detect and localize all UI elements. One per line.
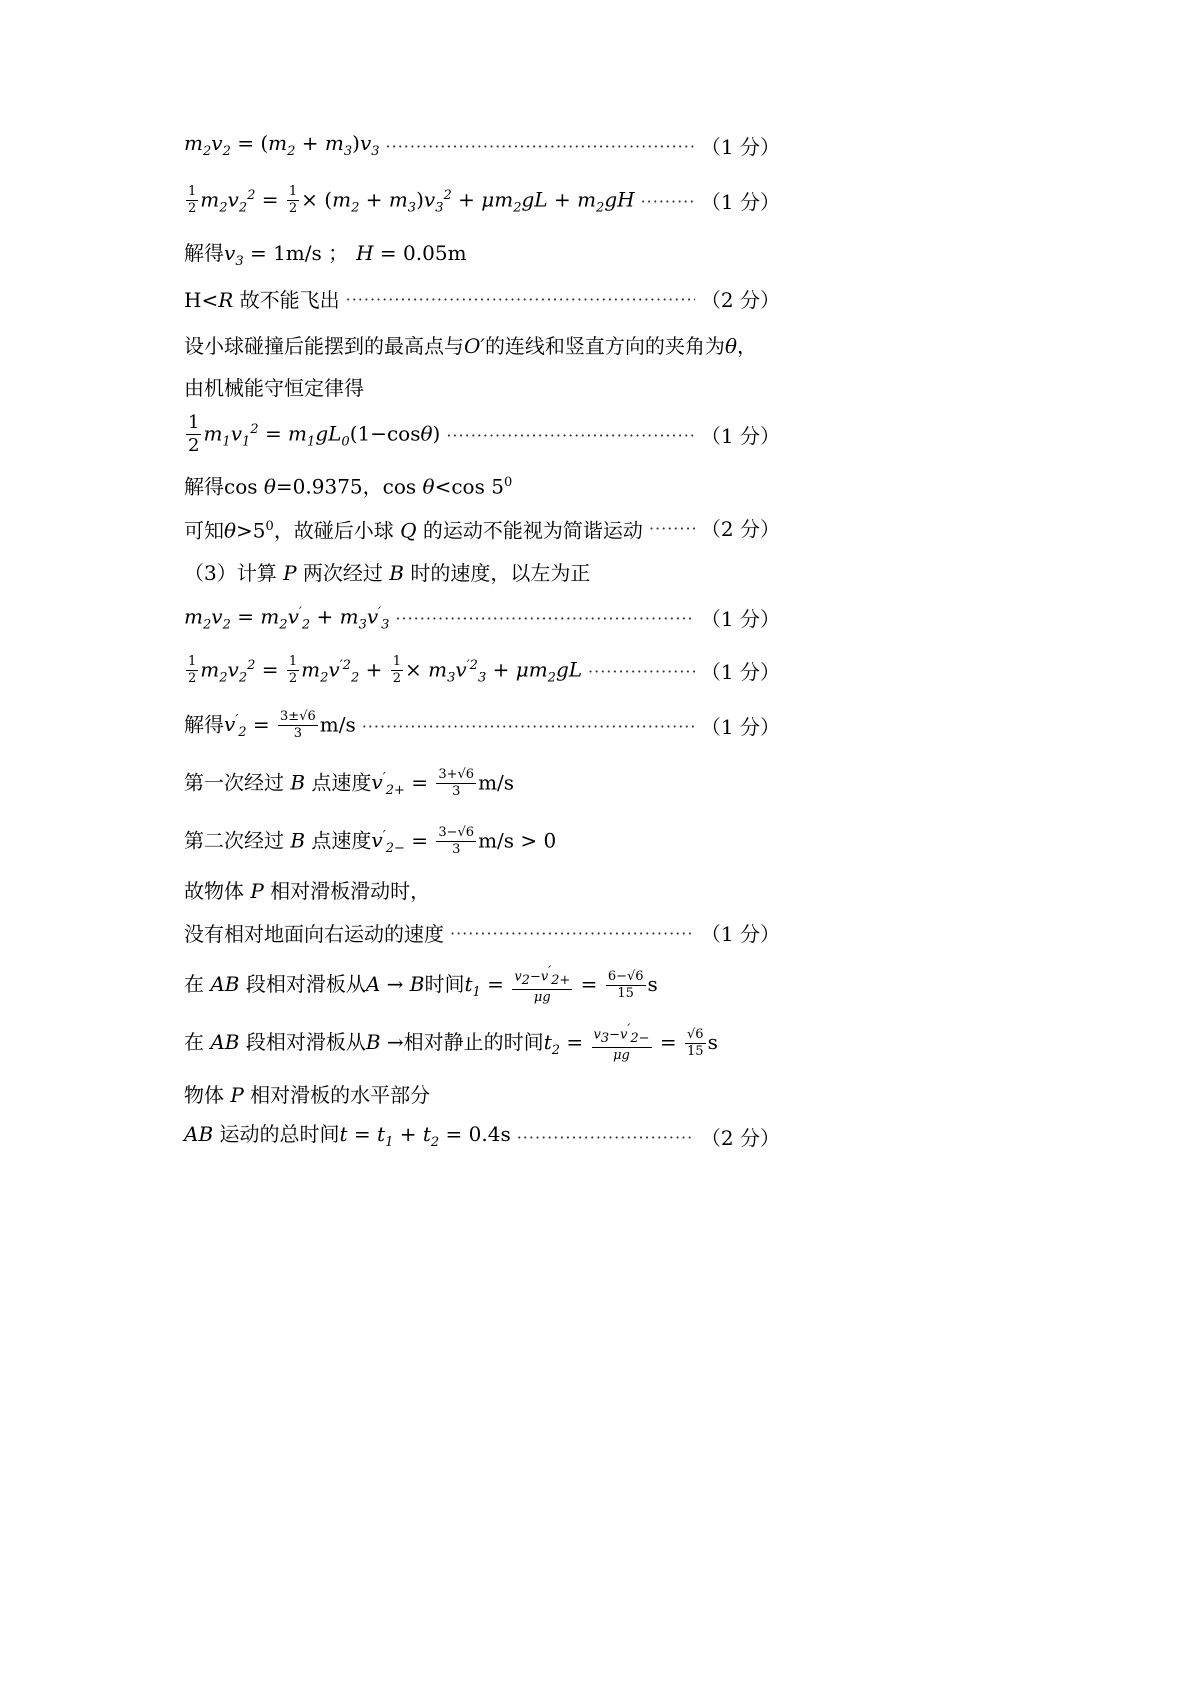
- text-energy-conservation: [184, 368, 364, 408]
- equation-momentum-2: [184, 599, 780, 639]
- leader-dots: [362, 707, 695, 747]
- score-label: （1 分）: [700, 135, 780, 159]
- leader-dots: [649, 509, 695, 549]
- equation-text: $m_2v_2 = m_2v'_2 + m_3v'_3$: [184, 604, 390, 633]
- equation-text: 第二次经过 B 点速度$v'_{2-}$ = $\frac{3-√6}{3}$ m/s > 0: [184, 825, 557, 858]
- leader-dots: [346, 280, 695, 320]
- score-label: （1 分）: [700, 190, 780, 214]
- text-horizontal-part: [184, 1075, 430, 1115]
- equation-text: AB 运动的总时间$t = t_1 + t_2 = 0.4s$: [184, 1121, 511, 1150]
- leader-dots: [446, 416, 695, 456]
- equation-energy-1: [184, 182, 780, 222]
- equation-text: 设小球碰撞后能摆到的最高点与O′的连线和竖直方向的夹角为θ，: [184, 334, 757, 358]
- equation-text: 第一次经过 B 点速度$v'_{2+}$ = $\frac{3+√6}{3}$ m/s: [184, 767, 515, 800]
- equation-total-time: [184, 1118, 780, 1158]
- score-label: （2 分）: [700, 517, 780, 541]
- leader-dots: [450, 914, 695, 954]
- equation-text: 在 AB 段相对滑板从B →相对静止的时间$t_2$ = $\frac{v_3-v'_{2-}}{\mu g}$ = $\frac{√6}{15}$ s: [184, 1022, 718, 1063]
- equation-text: 由机械能守恒定律得: [184, 376, 364, 400]
- score-label: （1 分）: [700, 715, 780, 739]
- part-3-heading: [184, 553, 590, 593]
- leader-dots: [395, 599, 695, 639]
- equation-time-t2: [184, 1022, 718, 1066]
- score-label: （2 分）: [700, 288, 780, 312]
- text-sliding: [184, 871, 430, 911]
- equation-text: $\frac{1}{2}$ $m_1v_1^2 = m_1gL_0(1-\cos\theta)$: [188, 412, 441, 457]
- equation-text: 解得$v_3 = 1m/s$ ； H = 0.05m: [184, 240, 467, 269]
- equation-text: $\frac{1}{2}$ $m_2v_2^2$ = $\frac{1}{2}$ $m_2v^{'2}_2$ + $\frac{1}{2}$ × $m_3v^{'2}_3 + \mu m_2gL$: [188, 654, 583, 687]
- solution-cos-theta: [184, 465, 512, 505]
- score-label: （1 分）: [700, 922, 780, 946]
- equation-text: H<R 故不能飞出: [184, 288, 340, 312]
- text-angle-setup: [184, 326, 757, 366]
- conclusion-no-rightward-velocity: [184, 914, 780, 954]
- equation-text: $\frac{1}{2}$ $m_2v_2^2$ = $\frac{1}{2}$ × $(m_2 + m_3)v_3^2 + \mu m_2gL + m_2gH$: [188, 184, 635, 217]
- equation-text: 可知$\theta>5^0$，故碰后小球 Q 的运动不能视为简谐运动: [184, 518, 643, 543]
- leader-dots: [386, 127, 695, 167]
- equation-text: $m_2v_2 = (m_2 + m_3)v_3$: [184, 130, 380, 159]
- leader-dots: [517, 1118, 695, 1158]
- leader-dots: [588, 652, 695, 692]
- score-label: （1 分）: [700, 660, 780, 684]
- equation-text: 故物体 P 相对滑板滑动时，: [184, 879, 431, 903]
- conclusion-not-shm: [184, 509, 780, 549]
- solution-v3-h: [184, 237, 467, 277]
- first-pass-velocity: [184, 765, 514, 805]
- conclusion-cannot-fly-out: [184, 280, 780, 320]
- equation-energy-2: [184, 652, 780, 692]
- score-label: （2 分）: [700, 1126, 780, 1150]
- solution-v2-prime: [184, 707, 780, 747]
- equation-text: （3）计算 P 两次经过 B 时的速度，以左为正: [184, 561, 591, 585]
- score-label: （1 分）: [700, 607, 780, 631]
- equation-momentum-1: [184, 127, 780, 167]
- equation-text: 没有相对地面向右运动的速度: [184, 922, 444, 946]
- equation-text: 解得cos θ=0.9375，cos θ<cos $5^0$: [184, 474, 513, 499]
- second-pass-velocity: [184, 823, 556, 863]
- leader-dots: [641, 182, 695, 222]
- equation-text: 解得$v'_2$ = $\frac{3\pm√6}{3}$ m/s: [184, 709, 356, 742]
- equation-text: 物体 P 相对滑板的水平部分: [184, 1083, 431, 1107]
- score-label: （1 分）: [700, 424, 780, 448]
- equation-text: 在 AB 段相对滑板从A → B时间$t_1$ = $\frac{v_2-v'_{2+}}{\mu g}$ = $\frac{6-√6}{15}$ s: [184, 964, 658, 1005]
- equation-pendulum-energy: [184, 412, 780, 457]
- equation-time-t1: [184, 964, 658, 1008]
